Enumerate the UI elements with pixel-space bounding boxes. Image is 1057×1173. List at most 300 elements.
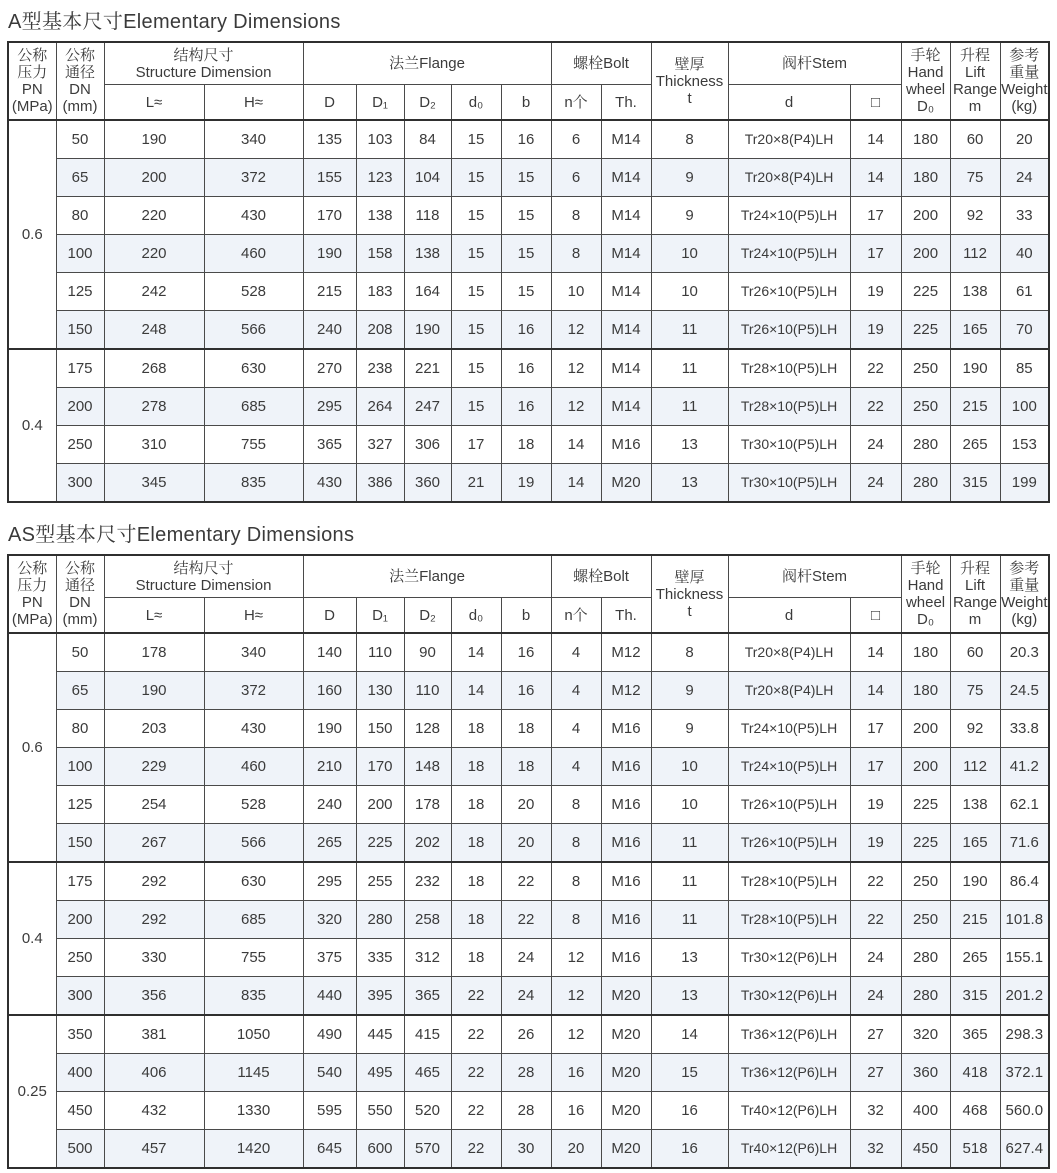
th-cell: M16 bbox=[601, 824, 651, 863]
handwheel-d0-cell: 280 bbox=[901, 426, 950, 464]
table-row bbox=[8, 159, 1049, 197]
d2-cell: 164 bbox=[404, 273, 451, 311]
col-header-dn: 公称 通径 DN (mm) bbox=[56, 42, 104, 120]
d0-cell: 21 bbox=[451, 464, 501, 503]
weight-cell: 100 bbox=[1000, 388, 1049, 426]
col-header-weight: 参考 重量 Weight (kg) bbox=[1000, 42, 1049, 120]
b-cell: 18 bbox=[501, 710, 551, 748]
l-cell: 381 bbox=[104, 1015, 204, 1054]
th-cell: M20 bbox=[601, 464, 651, 503]
l-cell: 242 bbox=[104, 273, 204, 311]
h-cell: 528 bbox=[204, 273, 303, 311]
t-cell: 9 bbox=[651, 672, 728, 710]
n-cell: 8 bbox=[551, 862, 601, 901]
lift-cell: 60 bbox=[950, 120, 1000, 159]
d0-cell: 22 bbox=[451, 1130, 501, 1169]
square-cell: 27 bbox=[850, 1054, 901, 1092]
d1-cell: 200 bbox=[356, 786, 404, 824]
dn-cell: 65 bbox=[56, 672, 104, 710]
n-cell: 14 bbox=[551, 464, 601, 503]
d1-cell: 255 bbox=[356, 862, 404, 901]
handwheel-d0-cell: 180 bbox=[901, 159, 950, 197]
col-subheader-d: D bbox=[303, 85, 356, 121]
h-cell: 630 bbox=[204, 862, 303, 901]
d2-cell: 570 bbox=[404, 1130, 451, 1169]
d-outer-cell: 135 bbox=[303, 120, 356, 159]
d0-cell: 14 bbox=[451, 633, 501, 672]
th-cell: M16 bbox=[601, 710, 651, 748]
b-cell: 20 bbox=[501, 786, 551, 824]
l-cell: 406 bbox=[104, 1054, 204, 1092]
d1-cell: 158 bbox=[356, 235, 404, 273]
t-cell: 10 bbox=[651, 235, 728, 273]
weight-cell: 101.8 bbox=[1000, 901, 1049, 939]
col-header-thickness: 壁厚 Thickness t bbox=[651, 42, 728, 120]
b-cell: 30 bbox=[501, 1130, 551, 1169]
d2-cell: 190 bbox=[404, 311, 451, 350]
square-cell: 32 bbox=[850, 1130, 901, 1169]
h-cell: 755 bbox=[204, 939, 303, 977]
square-cell: 24 bbox=[850, 939, 901, 977]
n-cell: 16 bbox=[551, 1054, 601, 1092]
dn-cell: 65 bbox=[56, 159, 104, 197]
d0-cell: 18 bbox=[451, 786, 501, 824]
stem-d-cell: Tr30×10(P5)LH bbox=[728, 426, 850, 464]
lift-cell: 265 bbox=[950, 939, 1000, 977]
th-cell: M14 bbox=[601, 349, 651, 388]
th-cell: M20 bbox=[601, 1054, 651, 1092]
h-cell: 430 bbox=[204, 710, 303, 748]
d1-cell: 264 bbox=[356, 388, 404, 426]
col-subheader-l: L≈ bbox=[104, 598, 204, 634]
t-cell: 8 bbox=[651, 633, 728, 672]
n-cell: 12 bbox=[551, 939, 601, 977]
table-row bbox=[8, 633, 1049, 672]
th-cell: M16 bbox=[601, 748, 651, 786]
col-subheader-n: n个 bbox=[551, 85, 601, 121]
d2-cell: 247 bbox=[404, 388, 451, 426]
th-cell: M16 bbox=[601, 862, 651, 901]
col-subheader-d2: D₂ bbox=[404, 85, 451, 121]
table-row bbox=[8, 862, 1049, 901]
lift-cell: 112 bbox=[950, 748, 1000, 786]
h-cell: 1050 bbox=[204, 1015, 303, 1054]
d-outer-cell: 240 bbox=[303, 311, 356, 350]
col-subheader-th: Th. bbox=[601, 85, 651, 121]
col-header-stem: 阀杆Stem bbox=[728, 555, 901, 598]
lift-cell: 468 bbox=[950, 1092, 1000, 1130]
d2-cell: 178 bbox=[404, 786, 451, 824]
d1-cell: 225 bbox=[356, 824, 404, 863]
d0-cell: 18 bbox=[451, 901, 501, 939]
h-cell: 1145 bbox=[204, 1054, 303, 1092]
lift-cell: 365 bbox=[950, 1015, 1000, 1054]
h-cell: 340 bbox=[204, 633, 303, 672]
d-outer-cell: 595 bbox=[303, 1092, 356, 1130]
b-cell: 26 bbox=[501, 1015, 551, 1054]
n-cell: 4 bbox=[551, 672, 601, 710]
dn-cell: 175 bbox=[56, 349, 104, 388]
stem-d-cell: Tr30×12(P6)LH bbox=[728, 977, 850, 1016]
dn-cell: 250 bbox=[56, 426, 104, 464]
col-header-flange: 法兰Flange bbox=[303, 555, 551, 598]
pn-group-cell: 0.4 bbox=[8, 349, 56, 502]
weight-cell: 153 bbox=[1000, 426, 1049, 464]
b-cell: 16 bbox=[501, 349, 551, 388]
b-cell: 28 bbox=[501, 1054, 551, 1092]
th-cell: M16 bbox=[601, 426, 651, 464]
col-subheader-stem-d: d bbox=[728, 598, 850, 634]
square-cell: 22 bbox=[850, 862, 901, 901]
h-cell: 460 bbox=[204, 748, 303, 786]
l-cell: 220 bbox=[104, 197, 204, 235]
table-row bbox=[8, 311, 1049, 350]
l-cell: 267 bbox=[104, 824, 204, 863]
n-cell: 8 bbox=[551, 786, 601, 824]
d2-cell: 128 bbox=[404, 710, 451, 748]
d0-cell: 15 bbox=[451, 273, 501, 311]
stem-d-cell: Tr26×10(P5)LH bbox=[728, 786, 850, 824]
lift-cell: 165 bbox=[950, 311, 1000, 350]
lift-cell: 518 bbox=[950, 1130, 1000, 1169]
b-cell: 20 bbox=[501, 824, 551, 863]
b-cell: 22 bbox=[501, 862, 551, 901]
d2-cell: 258 bbox=[404, 901, 451, 939]
h-cell: 372 bbox=[204, 159, 303, 197]
square-cell: 14 bbox=[850, 672, 901, 710]
dn-cell: 200 bbox=[56, 901, 104, 939]
d0-cell: 15 bbox=[451, 388, 501, 426]
h-cell: 372 bbox=[204, 672, 303, 710]
d2-cell: 202 bbox=[404, 824, 451, 863]
stem-d-cell: Tr28×10(P5)LH bbox=[728, 388, 850, 426]
dn-cell: 175 bbox=[56, 862, 104, 901]
col-subheader-d0: d₀ bbox=[451, 85, 501, 121]
l-cell: 229 bbox=[104, 748, 204, 786]
weight-cell: 199 bbox=[1000, 464, 1049, 503]
col-header-handwheel: 手轮 Hand wheel D₀ bbox=[901, 555, 950, 633]
n-cell: 8 bbox=[551, 824, 601, 863]
col-header-pn: 公称 压力 PN (MPa) bbox=[8, 42, 56, 120]
weight-cell: 20 bbox=[1000, 120, 1049, 159]
d-outer-cell: 270 bbox=[303, 349, 356, 388]
lift-cell: 418 bbox=[950, 1054, 1000, 1092]
h-cell: 430 bbox=[204, 197, 303, 235]
lift-cell: 75 bbox=[950, 672, 1000, 710]
d2-cell: 148 bbox=[404, 748, 451, 786]
th-cell: M14 bbox=[601, 273, 651, 311]
dn-cell: 125 bbox=[56, 786, 104, 824]
pn-group-cell: 0.25 bbox=[8, 1015, 56, 1168]
h-cell: 685 bbox=[204, 901, 303, 939]
b-cell: 16 bbox=[501, 388, 551, 426]
d2-cell: 232 bbox=[404, 862, 451, 901]
d-outer-cell: 295 bbox=[303, 862, 356, 901]
table-subheader-as bbox=[8, 598, 1049, 634]
col-subheader-square: □ bbox=[850, 85, 901, 121]
lift-cell: 60 bbox=[950, 633, 1000, 672]
n-cell: 6 bbox=[551, 159, 601, 197]
l-cell: 432 bbox=[104, 1092, 204, 1130]
table-row bbox=[8, 273, 1049, 311]
stem-d-cell: Tr24×10(P5)LH bbox=[728, 748, 850, 786]
dn-cell: 80 bbox=[56, 197, 104, 235]
dn-cell: 100 bbox=[56, 748, 104, 786]
weight-cell: 40 bbox=[1000, 235, 1049, 273]
lift-cell: 315 bbox=[950, 464, 1000, 503]
th-cell: M14 bbox=[601, 311, 651, 350]
weight-cell: 61 bbox=[1000, 273, 1049, 311]
handwheel-d0-cell: 250 bbox=[901, 349, 950, 388]
d-outer-cell: 295 bbox=[303, 388, 356, 426]
b-cell: 16 bbox=[501, 633, 551, 672]
square-cell: 17 bbox=[850, 235, 901, 273]
dn-cell: 400 bbox=[56, 1054, 104, 1092]
l-cell: 330 bbox=[104, 939, 204, 977]
lift-cell: 215 bbox=[950, 388, 1000, 426]
square-cell: 14 bbox=[850, 120, 901, 159]
table-row bbox=[8, 388, 1049, 426]
b-cell: 24 bbox=[501, 939, 551, 977]
t-cell: 10 bbox=[651, 786, 728, 824]
d2-cell: 312 bbox=[404, 939, 451, 977]
l-cell: 220 bbox=[104, 235, 204, 273]
stem-d-cell: Tr28×10(P5)LH bbox=[728, 901, 850, 939]
n-cell: 4 bbox=[551, 710, 601, 748]
d2-cell: 415 bbox=[404, 1015, 451, 1054]
n-cell: 12 bbox=[551, 311, 601, 350]
d-outer-cell: 265 bbox=[303, 824, 356, 863]
table-header-a bbox=[8, 42, 1049, 120]
table-body-a bbox=[8, 120, 1049, 502]
th-cell: M16 bbox=[601, 786, 651, 824]
dn-cell: 300 bbox=[56, 977, 104, 1016]
n-cell: 12 bbox=[551, 977, 601, 1016]
d1-cell: 183 bbox=[356, 273, 404, 311]
d1-cell: 138 bbox=[356, 197, 404, 235]
l-cell: 292 bbox=[104, 862, 204, 901]
stem-d-cell: Tr30×10(P5)LH bbox=[728, 464, 850, 503]
handwheel-d0-cell: 180 bbox=[901, 672, 950, 710]
dn-cell: 200 bbox=[56, 388, 104, 426]
col-header-weight: 参考 重量 Weight (kg) bbox=[1000, 555, 1049, 633]
square-cell: 14 bbox=[850, 633, 901, 672]
l-cell: 190 bbox=[104, 120, 204, 159]
d0-cell: 15 bbox=[451, 311, 501, 350]
n-cell: 14 bbox=[551, 426, 601, 464]
square-cell: 17 bbox=[850, 197, 901, 235]
square-cell: 32 bbox=[850, 1092, 901, 1130]
n-cell: 4 bbox=[551, 748, 601, 786]
n-cell: 8 bbox=[551, 901, 601, 939]
table-row bbox=[8, 710, 1049, 748]
handwheel-d0-cell: 280 bbox=[901, 464, 950, 503]
lift-cell: 92 bbox=[950, 197, 1000, 235]
th-cell: M12 bbox=[601, 633, 651, 672]
d-outer-cell: 375 bbox=[303, 939, 356, 977]
d-outer-cell: 430 bbox=[303, 464, 356, 503]
weight-cell: 41.2 bbox=[1000, 748, 1049, 786]
t-cell: 16 bbox=[651, 1130, 728, 1169]
table-row bbox=[8, 901, 1049, 939]
weight-cell: 86.4 bbox=[1000, 862, 1049, 901]
t-cell: 13 bbox=[651, 939, 728, 977]
square-cell: 22 bbox=[850, 349, 901, 388]
table-row bbox=[8, 939, 1049, 977]
h-cell: 340 bbox=[204, 120, 303, 159]
th-cell: M14 bbox=[601, 197, 651, 235]
stem-d-cell: Tr24×10(P5)LH bbox=[728, 197, 850, 235]
square-cell: 19 bbox=[850, 311, 901, 350]
l-cell: 310 bbox=[104, 426, 204, 464]
stem-d-cell: Tr36×12(P6)LH bbox=[728, 1054, 850, 1092]
col-header-handwheel: 手轮 Hand wheel D₀ bbox=[901, 42, 950, 120]
th-cell: M20 bbox=[601, 1015, 651, 1054]
d2-cell: 360 bbox=[404, 464, 451, 503]
n-cell: 8 bbox=[551, 197, 601, 235]
pn-group-cell: 0.6 bbox=[8, 120, 56, 349]
th-cell: M20 bbox=[601, 1130, 651, 1169]
d1-cell: 335 bbox=[356, 939, 404, 977]
handwheel-d0-cell: 200 bbox=[901, 710, 950, 748]
col-header-thickness: 壁厚 Thickness t bbox=[651, 555, 728, 633]
lift-cell: 138 bbox=[950, 786, 1000, 824]
table-subheader-a bbox=[8, 85, 1049, 121]
t-cell: 9 bbox=[651, 710, 728, 748]
dimensions-table-a bbox=[7, 41, 1050, 503]
d0-cell: 22 bbox=[451, 1092, 501, 1130]
d-outer-cell: 490 bbox=[303, 1015, 356, 1054]
dn-cell: 300 bbox=[56, 464, 104, 503]
l-cell: 278 bbox=[104, 388, 204, 426]
stem-d-cell: Tr20×8(P4)LH bbox=[728, 672, 850, 710]
th-cell: M14 bbox=[601, 235, 651, 273]
l-cell: 190 bbox=[104, 672, 204, 710]
table-row bbox=[8, 977, 1049, 1016]
n-cell: 20 bbox=[551, 1130, 601, 1169]
weight-cell: 627.4 bbox=[1000, 1130, 1049, 1169]
handwheel-d0-cell: 200 bbox=[901, 235, 950, 273]
d0-cell: 17 bbox=[451, 426, 501, 464]
n-cell: 8 bbox=[551, 235, 601, 273]
table-row bbox=[8, 786, 1049, 824]
table-row bbox=[8, 1130, 1049, 1169]
table-header-as bbox=[8, 555, 1049, 633]
weight-cell: 33 bbox=[1000, 197, 1049, 235]
t-cell: 11 bbox=[651, 901, 728, 939]
weight-cell: 372.1 bbox=[1000, 1054, 1049, 1092]
col-subheader-b: b bbox=[501, 85, 551, 121]
stem-d-cell: Tr26×10(P5)LH bbox=[728, 824, 850, 863]
dn-cell: 150 bbox=[56, 824, 104, 863]
square-cell: 22 bbox=[850, 388, 901, 426]
d1-cell: 150 bbox=[356, 710, 404, 748]
weight-cell: 24.5 bbox=[1000, 672, 1049, 710]
handwheel-d0-cell: 180 bbox=[901, 120, 950, 159]
n-cell: 12 bbox=[551, 1015, 601, 1054]
handwheel-d0-cell: 225 bbox=[901, 786, 950, 824]
table-title-a: A型基本尺寸Elementary Dimensions bbox=[8, 11, 341, 33]
d1-cell: 208 bbox=[356, 311, 404, 350]
d-outer-cell: 440 bbox=[303, 977, 356, 1016]
b-cell: 15 bbox=[501, 273, 551, 311]
t-cell: 11 bbox=[651, 311, 728, 350]
handwheel-d0-cell: 225 bbox=[901, 824, 950, 863]
handwheel-d0-cell: 225 bbox=[901, 311, 950, 350]
col-header-stem: 阀杆Stem bbox=[728, 42, 901, 85]
b-cell: 22 bbox=[501, 901, 551, 939]
d-outer-cell: 140 bbox=[303, 633, 356, 672]
b-cell: 24 bbox=[501, 977, 551, 1016]
d1-cell: 550 bbox=[356, 1092, 404, 1130]
dn-cell: 50 bbox=[56, 120, 104, 159]
handwheel-d0-cell: 360 bbox=[901, 1054, 950, 1092]
d0-cell: 22 bbox=[451, 977, 501, 1016]
d0-cell: 15 bbox=[451, 159, 501, 197]
d1-cell: 280 bbox=[356, 901, 404, 939]
d2-cell: 90 bbox=[404, 633, 451, 672]
table-row bbox=[8, 748, 1049, 786]
col-subheader-b: b bbox=[501, 598, 551, 634]
square-cell: 14 bbox=[850, 159, 901, 197]
col-header-bolt: 螺栓Bolt bbox=[551, 42, 651, 85]
l-cell: 254 bbox=[104, 786, 204, 824]
dn-cell: 500 bbox=[56, 1130, 104, 1169]
section-type-a bbox=[7, 5, 1049, 503]
weight-cell: 155.1 bbox=[1000, 939, 1049, 977]
table-row bbox=[8, 349, 1049, 388]
handwheel-d0-cell: 400 bbox=[901, 1092, 950, 1130]
lift-cell: 165 bbox=[950, 824, 1000, 863]
h-cell: 1420 bbox=[204, 1130, 303, 1169]
b-cell: 18 bbox=[501, 426, 551, 464]
d0-cell: 18 bbox=[451, 939, 501, 977]
h-cell: 566 bbox=[204, 311, 303, 350]
d1-cell: 130 bbox=[356, 672, 404, 710]
d0-cell: 18 bbox=[451, 748, 501, 786]
d-outer-cell: 540 bbox=[303, 1054, 356, 1092]
weight-cell: 71.6 bbox=[1000, 824, 1049, 863]
d1-cell: 395 bbox=[356, 977, 404, 1016]
col-subheader-square: □ bbox=[850, 598, 901, 634]
t-cell: 11 bbox=[651, 349, 728, 388]
square-cell: 17 bbox=[850, 710, 901, 748]
table-row bbox=[8, 1015, 1049, 1054]
d2-cell: 84 bbox=[404, 120, 451, 159]
stem-d-cell: Tr28×10(P5)LH bbox=[728, 349, 850, 388]
weight-cell: 85 bbox=[1000, 349, 1049, 388]
d-outer-cell: 240 bbox=[303, 786, 356, 824]
l-cell: 248 bbox=[104, 311, 204, 350]
n-cell: 10 bbox=[551, 273, 601, 311]
weight-cell: 33.8 bbox=[1000, 710, 1049, 748]
col-subheader-stem-d: d bbox=[728, 85, 850, 121]
d2-cell: 365 bbox=[404, 977, 451, 1016]
n-cell: 12 bbox=[551, 349, 601, 388]
b-cell: 16 bbox=[501, 672, 551, 710]
col-subheader-d: D bbox=[303, 598, 356, 634]
lift-cell: 92 bbox=[950, 710, 1000, 748]
n-cell: 4 bbox=[551, 633, 601, 672]
col-header-structure: 结构尺寸 Structure Dimension bbox=[104, 42, 303, 85]
table-row bbox=[8, 120, 1049, 159]
d2-cell: 118 bbox=[404, 197, 451, 235]
d1-cell: 327 bbox=[356, 426, 404, 464]
t-cell: 13 bbox=[651, 977, 728, 1016]
square-cell: 19 bbox=[850, 824, 901, 863]
h-cell: 566 bbox=[204, 824, 303, 863]
n-cell: 12 bbox=[551, 388, 601, 426]
